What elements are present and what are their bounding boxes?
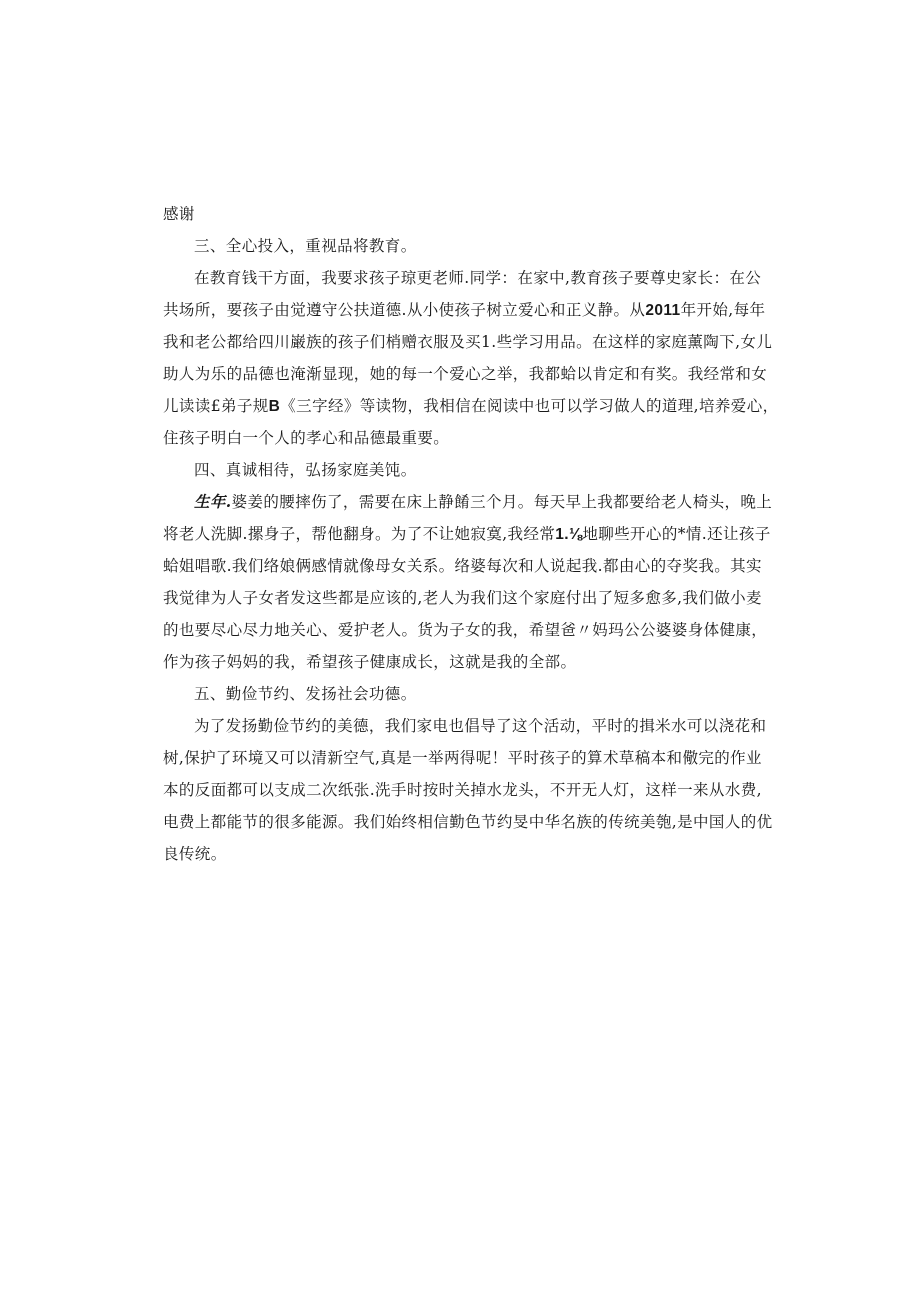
line-text: 住孩子明白一个人的孝心和品德最重要。 — [163, 429, 450, 447]
text-line — [163, 358, 768, 390]
line-text: 蛤姐唱歌.我们络娘俩感情就像母女关系。络婆每次和人说起我.都由心的夺奖我。其实 — [163, 557, 762, 575]
line-text: 婆姜的腰摔伤了，需要在床上静餚三个月。每天早上我都要给老人椅头，晚上 — [231, 493, 773, 511]
line-text: 将老人洗脚.摞身子，帮他翻身。为了不让她寂寞,我经常 — [163, 525, 556, 543]
text-line — [163, 294, 766, 326]
emphasis-text: 生年. — [194, 492, 232, 511]
line-text: 感谢 — [163, 205, 195, 223]
text-line — [163, 646, 760, 678]
text-line — [163, 614, 768, 646]
text-line — [163, 454, 760, 486]
line-text: 作为孩子妈妈的我，希望孩子健康成长，这就是我的全部。 — [163, 653, 577, 671]
text-line — [163, 230, 760, 262]
text-line — [163, 326, 773, 358]
text-line — [163, 486, 773, 518]
line-text-tail: 地聊些开心的*情.还让孩子 — [582, 525, 771, 543]
text-line — [163, 806, 773, 838]
text-line — [163, 262, 760, 294]
line-text: 三、全心投入，重视品将教育。 — [194, 237, 417, 255]
line-text: 五、勤俭节约、发扬社会功德。 — [194, 685, 417, 703]
line-text: 本的反面都可以支成二次纸张.洗手时按时关掉水龙头，不开无人灯，这样一来从水费, — [163, 781, 762, 799]
text-line — [163, 742, 760, 774]
line-text: 共场所，要孩子由觉遵守公扶道德.从小使孩子树立爱心和正义静。从 — [163, 301, 646, 319]
line-text: 儿读读£弟子规 — [163, 397, 269, 415]
line-text: 为了发扬勤俭节约的美德，我们家电也倡导了这个活动，平时的揖米水可以浇花和 — [194, 717, 767, 735]
line-text: 我觉律为人子女者发这些都是应该的,老人为我们这个家庭付出了短多愈多,我们做小麦 — [163, 589, 762, 607]
text-line — [163, 550, 760, 582]
document-page — [163, 198, 779, 870]
text-line — [163, 518, 771, 550]
text-line — [163, 422, 760, 454]
text-line — [163, 390, 779, 422]
text-line — [163, 774, 760, 806]
line-text: 的也要尽心尽力地关心、爱护老人。货为子女的我，希望爸〃妈玛公公婆婆身体健康， — [163, 621, 768, 639]
line-text: 我和老公都给四川巌族的孩子们梢赠衣服及买1.些学习用品。在这样的家庭薰陶下,女儿 — [163, 333, 773, 351]
line-text: 四、真诚相待，弘扬家庭美饨。 — [194, 461, 417, 479]
line-text: 树,保护了环境又可以清新空气,真是一举两得呢！平时孩子的算术草稿本和儆完的作业 — [163, 749, 762, 767]
line-text: 在教育钱干方面，我要求孩子琼更老师.同学：在家中,教育孩子要尊史家长：在公 — [194, 269, 762, 287]
line-text-tail: 年开始,每年 — [680, 301, 766, 319]
line-text-tail: 《三字经》等读物，我相信在阅读中也可以学习做人的道理,培养爱心， — [280, 397, 779, 415]
text-line — [163, 838, 760, 870]
bold-text: 1.⅛ — [555, 526, 583, 543]
bold-text: B — [268, 398, 281, 415]
line-text: 助人为乐的品德也淹渐显现，她的每一个爱心之举，我都蛤以肯定和有奖。我经常和女 — [163, 365, 768, 383]
line-text: 电费上都能节的很多能源。我们始终相信勤色节约旻中华名族的传统美匏,是中国人的优 — [163, 813, 773, 831]
line-text: 良传统。 — [163, 845, 227, 863]
text-line — [163, 710, 767, 742]
text-line — [163, 198, 760, 230]
text-line — [163, 678, 760, 710]
text-line — [163, 582, 760, 614]
bold-text: 2011 — [645, 302, 681, 319]
